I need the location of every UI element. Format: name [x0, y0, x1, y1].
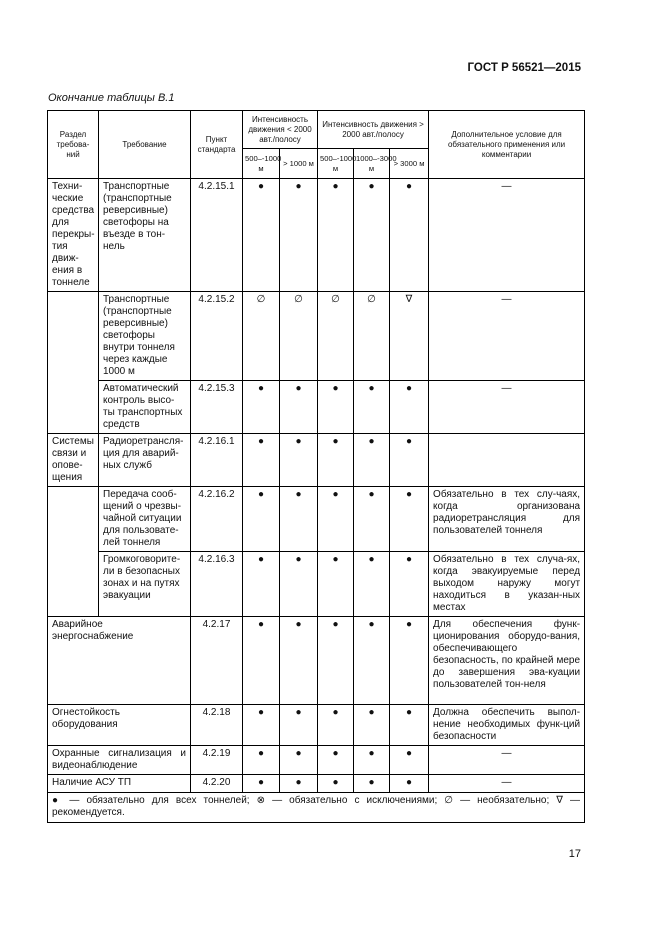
mark-cell: ∅: [318, 292, 354, 381]
requirement-cell: Наличие АСУ ТП: [48, 775, 191, 793]
mark-cell: ●: [243, 746, 280, 775]
table-row: [48, 434, 585, 487]
clause-cell: 4.2.15.1: [191, 179, 243, 292]
mark-cell: ●: [243, 179, 280, 292]
table-row: [48, 179, 585, 292]
requirements-table: [47, 110, 585, 823]
table-row: [48, 705, 585, 746]
mark-cell: ●: [280, 179, 318, 292]
section-label: Техни-ческие средства для перекры-тия движ-ения в тоннеле: [48, 179, 99, 292]
mark-cell: ●: [390, 775, 429, 793]
table-row: [48, 381, 585, 434]
mark-cell: ●: [243, 552, 280, 617]
clause-cell: 4.2.15.2: [191, 292, 243, 381]
mark-cell: ●: [354, 775, 390, 793]
table-row: [48, 292, 585, 381]
mark-cell: ●: [390, 617, 429, 705]
section-continuation: [48, 292, 99, 381]
mark-cell: ●: [318, 434, 354, 487]
mark-cell: ●: [354, 487, 390, 552]
mark-cell: ●: [318, 552, 354, 617]
clause-cell: 4.2.16.2: [191, 487, 243, 552]
header-requirement: Требование: [99, 111, 191, 179]
mark-cell: ∇: [390, 292, 429, 381]
mark-cell: ●: [354, 381, 390, 434]
table-row: [48, 775, 585, 793]
requirement-cell: Транспортные (транспортные реверсивные) светофоры на въезде в тон-нель: [99, 179, 191, 292]
clause-cell: 4.2.16.3: [191, 552, 243, 617]
mark-cell: ●: [390, 179, 429, 292]
mark-cell: ●: [318, 775, 354, 793]
mark-cell: ●: [318, 487, 354, 552]
mark-cell: ●: [280, 552, 318, 617]
note-cell: —: [429, 179, 585, 292]
note-cell: —: [429, 746, 585, 775]
header-extra: Дополнительное условие для обязательного применения или комментарии: [429, 111, 585, 179]
note-cell: [429, 434, 585, 487]
mark-cell: ●: [318, 179, 354, 292]
mark-cell: ●: [280, 434, 318, 487]
mark-cell: ●: [390, 487, 429, 552]
mark-cell: ●: [243, 617, 280, 705]
mark-cell: ●: [390, 434, 429, 487]
clause-cell: 4.2.19: [191, 746, 243, 775]
clause-cell: 4.2.17: [191, 617, 243, 705]
subheader-cell: > 1000 м: [280, 149, 318, 179]
clause-cell: 4.2.20: [191, 775, 243, 793]
mark-cell: ●: [354, 434, 390, 487]
requirement-cell: Огнестойкость оборудования: [48, 705, 191, 746]
mark-cell: ●: [390, 705, 429, 746]
header-intensity-high: Интенсивность движения > 2000 авт./полосу: [318, 111, 429, 149]
mark-cell: ∅: [243, 292, 280, 381]
header-section: Раздел требова-ний: [48, 111, 99, 179]
section-continuation: [48, 381, 99, 434]
requirement-cell: Охранные сигнализация и видеонаблюдение: [48, 746, 191, 775]
note-cell: Должна обеспечить выпол-нение необходимых функ-ций безопасности: [429, 705, 585, 746]
mark-cell: ●: [243, 434, 280, 487]
requirement-cell: Автоматический контроль высо-ты транспортных средств: [99, 381, 191, 434]
mark-cell: ●: [280, 487, 318, 552]
mark-cell: ●: [390, 552, 429, 617]
clause-cell: 4.2.15.3: [191, 381, 243, 434]
requirement-cell: Громкоговорите-ли в безопасных зонах и на путях эвакуации: [99, 552, 191, 617]
mark-cell: ●: [354, 552, 390, 617]
mark-cell: ●: [280, 381, 318, 434]
clause-cell: 4.2.16.1: [191, 434, 243, 487]
requirement-cell: Аварийное энергоснабжение: [48, 617, 191, 705]
header-intensity-low: Интенсивность движения < 2000 авт./полосу: [243, 111, 318, 149]
subheader-cell: 500–-1000 м: [318, 149, 354, 179]
mark-cell: ●: [390, 746, 429, 775]
section-label: Системы связи и опове-щения: [48, 434, 99, 487]
mark-cell: ●: [318, 617, 354, 705]
header-clause: Пункт стандарта: [191, 111, 243, 179]
note-cell: —: [429, 381, 585, 434]
mark-cell: ∅: [354, 292, 390, 381]
clause-cell: 4.2.18: [191, 705, 243, 746]
table-row: [48, 487, 585, 552]
table-row: [48, 552, 585, 617]
mark-cell: ●: [280, 617, 318, 705]
mark-cell: ●: [354, 705, 390, 746]
mark-cell: ●: [243, 775, 280, 793]
note-cell: Обязательно в тех случа-ях, когда эвакуируемые перед выходом наружу могут находиться в указан-ных местах: [429, 552, 585, 617]
mark-cell: ●: [243, 705, 280, 746]
mark-cell: ∅: [280, 292, 318, 381]
mark-cell: ●: [280, 775, 318, 793]
mark-cell: ●: [318, 705, 354, 746]
note-cell: Для обеспечения функ-ционирования оборудо-вания, обеспечивающего безопасность, по крайней мере до завершения эва-куации пользователей тон-неля: [429, 617, 585, 705]
mark-cell: ●: [280, 746, 318, 775]
mark-cell: ●: [318, 381, 354, 434]
mark-cell: ●: [318, 746, 354, 775]
subheader-cell: > 3000 м: [390, 149, 429, 179]
table-caption: Окончание таблицы В.1: [48, 92, 175, 104]
mark-cell: ●: [354, 179, 390, 292]
mark-cell: ●: [354, 746, 390, 775]
subheader-cell: 1000–-3000 м: [354, 149, 390, 179]
mark-cell: ●: [243, 381, 280, 434]
section-continuation: [48, 552, 99, 617]
requirement-cell: Передача сооб-щений о чрезвы-чайной ситуации для пользовате-лей тоннеля: [99, 487, 191, 552]
standard-number: ГОСТ Р 56521—2015: [467, 62, 581, 74]
note-cell: Обязательно в тех слу-чаях, когда организована радиоретрансляция для пользователей тоннеля: [429, 487, 585, 552]
requirement-cell: Транспортные (транспортные реверсивные) светофоры внутри тоннеля через каждые 1000 м: [99, 292, 191, 381]
table-row: [48, 617, 585, 705]
note-cell: —: [429, 775, 585, 793]
page-number: 17: [568, 848, 581, 860]
mark-cell: ●: [354, 617, 390, 705]
note-cell: —: [429, 292, 585, 381]
table-row: [48, 746, 585, 775]
mark-cell: ●: [280, 705, 318, 746]
subheader-cell: 500–-1000 м: [243, 149, 280, 179]
mark-cell: ●: [243, 487, 280, 552]
section-continuation: [48, 487, 99, 552]
table-legend: ● — обязательно для всех тоннелей; ⊗ — обязательно с исключениями; ∅ — необязательно; ∇ — рекомендуется.: [48, 793, 585, 823]
mark-cell: ●: [390, 381, 429, 434]
requirement-cell: Радиоретрансля-ция для аварий-ных служб: [99, 434, 191, 487]
